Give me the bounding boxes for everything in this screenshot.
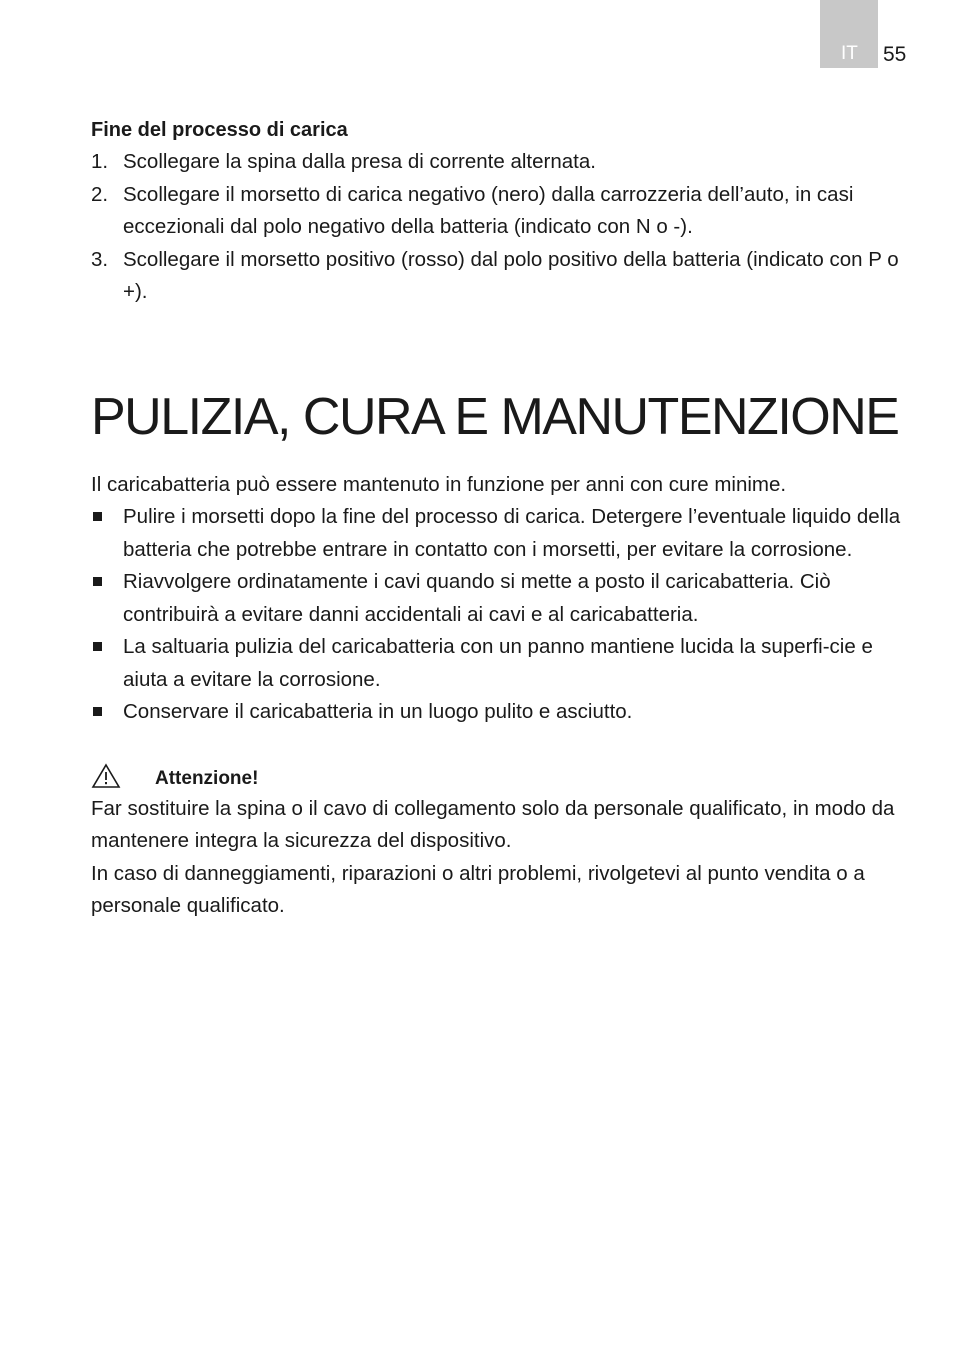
charging-end-heading: Fine del processo di carica	[91, 119, 348, 141]
bullet-item	[91, 566, 911, 631]
language-tab	[820, 0, 878, 68]
warning-paragraph: Far sostituire la spina o il cavo di collegamento solo da personale qualificato, in modo da mantenere integra la sicurezza del dispositivo.	[91, 796, 895, 852]
step-number: 3.	[91, 247, 109, 271]
step-text: Scollegare il morsetto positivo (rosso) dal polo positivo della batteria (indicato con P o +).	[123, 247, 899, 303]
step-item	[91, 179, 911, 244]
warning-header	[91, 761, 911, 793]
section-title: PULIZIA, CURA E MANUTENZIONE	[91, 387, 899, 446]
warning-paragraph: In caso di danneggiamenti, riparazioni o altri problemi, rivolgetevi al punto vendita o a personale qualificato.	[91, 861, 865, 917]
language-code: IT	[841, 43, 858, 64]
bullet-item	[91, 501, 911, 566]
maintenance-bullets	[91, 501, 911, 729]
warning-triangle-icon	[91, 763, 121, 789]
bullet-text: La saltuaria pulizia del caricabatteria con un panno mantiene lucida la superfi-cie e aiuta a evitare la corrosione.	[123, 635, 873, 691]
square-bullet-icon	[93, 707, 102, 716]
bullet-item	[91, 696, 911, 729]
step-item	[91, 244, 911, 309]
intro-paragraph: Il caricabatteria può essere mantenuto in funzione per anni con cure minime.	[91, 472, 787, 496]
warning-title: Attenzione!	[155, 767, 259, 789]
bullet-text: Pulire i morsetti dopo la fine del processo di carica. Detergere l’eventuale liquido della batteria che potrebbe entrare in contatto con i morsetti, per evitare la corrosione.	[123, 505, 901, 561]
page-number: 55	[883, 43, 907, 66]
step-text: Scollegare il morsetto di carica negativo (nero) dalla carrozzeria dell’auto, in casi eccezionali dal polo negativo della batteria (indicato con N o -).	[123, 182, 854, 238]
bullet-item	[91, 631, 911, 696]
square-bullet-icon	[93, 512, 102, 521]
charging-end-steps	[91, 146, 911, 309]
square-bullet-icon	[93, 577, 102, 586]
step-number: 1.	[91, 150, 109, 173]
bullet-text: Conservare il caricabatteria in un luogo pulito e asciutto.	[123, 700, 633, 723]
page-content	[91, 114, 911, 923]
bullet-text: Riavvolgere ordinatamente i cavi quando si mette a posto il caricabatteria. Ciò contribuirà a evitare danni accidentali ai cavi e al caricabatteria.	[123, 570, 831, 626]
square-bullet-icon	[93, 642, 102, 651]
step-text: Scollegare la spina dalla presa di corrente alternata.	[123, 150, 596, 173]
step-number: 2.	[91, 182, 109, 206]
step-item	[91, 146, 911, 179]
